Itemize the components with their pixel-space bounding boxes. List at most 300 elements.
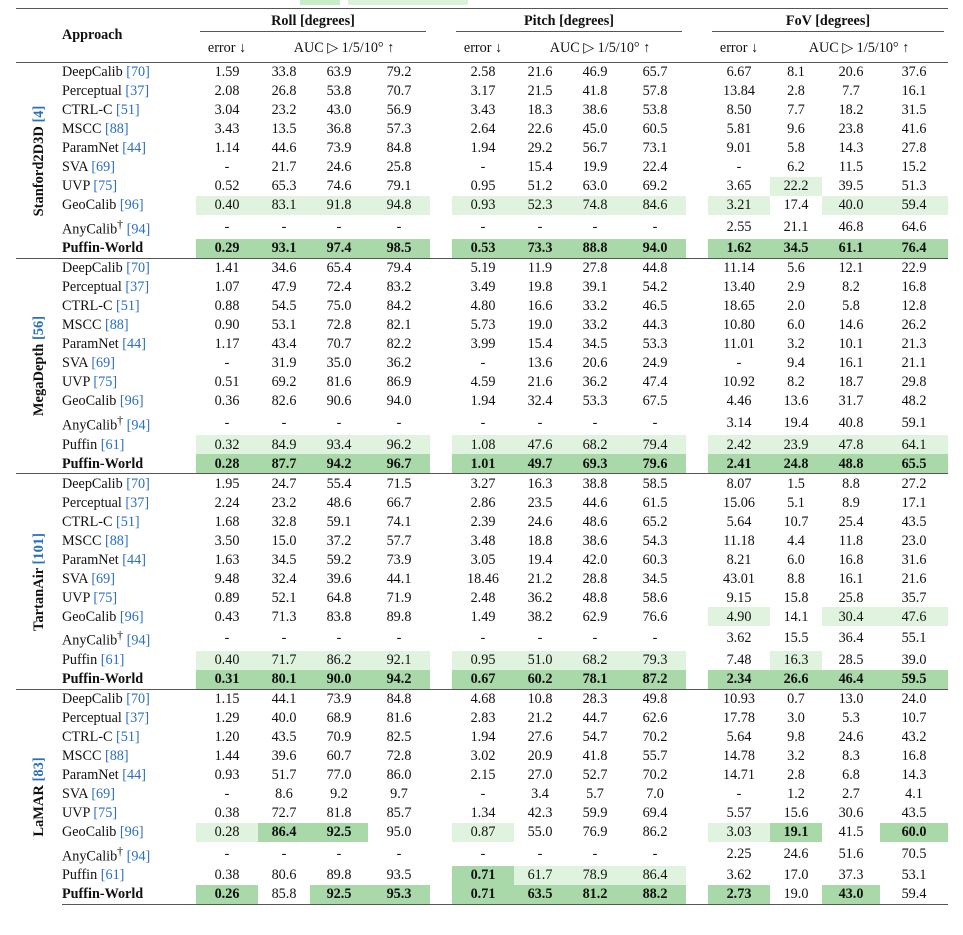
value-cell: 43.01 — [723, 570, 755, 587]
value-cell: 62.6 — [642, 709, 668, 726]
dagger-mark: † — [117, 217, 124, 231]
value-cell: 21.6 — [527, 374, 553, 391]
value-cell: 47.6 — [514, 435, 566, 454]
value-cell: - — [336, 630, 342, 647]
value-cell: 43.4 — [271, 336, 297, 353]
best-swatch — [300, 0, 340, 5]
value-cell: 31.5 — [901, 102, 927, 119]
value-cell: 93.1 — [258, 239, 310, 259]
method-citation[interactable]: [37] — [125, 709, 150, 726]
value-cell: 4.59 — [470, 374, 496, 391]
value-cell: 21.2 — [527, 570, 553, 587]
method-citation[interactable]: [51] — [116, 513, 140, 530]
method-citation[interactable]: [75] — [93, 589, 118, 606]
value-cell: 94.2 — [310, 454, 368, 474]
value-cell: 1.01 — [452, 454, 514, 474]
method-citation[interactable]: [88] — [104, 532, 129, 549]
value-cell: 51.3 — [901, 178, 927, 195]
value-cell: 4.4 — [787, 532, 805, 549]
value-cell: 86.0 — [386, 766, 412, 783]
value-cell: 73.9 — [386, 551, 412, 568]
value-cell: 76.4 — [880, 239, 948, 259]
value-cell: 61.5 — [642, 494, 668, 511]
method-name: MSCC [88] — [62, 747, 129, 764]
value-cell: 46.9 — [566, 63, 624, 83]
value-cell: 39.6 — [326, 570, 352, 587]
value-cell: 29.8 — [901, 374, 927, 391]
value-cell: 10.92 — [723, 374, 755, 391]
value-cell: 69.3 — [566, 454, 624, 474]
value-cell: 61.7 — [514, 866, 566, 885]
value-cell: 93.5 — [386, 867, 412, 884]
value-cell: 4.90 — [708, 607, 770, 626]
value-cell: 21.6 — [901, 570, 927, 587]
method-citation[interactable]: [94] — [126, 417, 151, 434]
value-cell: - — [224, 785, 230, 802]
method-citation[interactable]: [88] — [104, 317, 129, 334]
method-citation[interactable]: [69] — [91, 570, 115, 587]
method-citation[interactable]: [69] — [91, 159, 115, 176]
value-cell: 47.8 — [822, 435, 880, 454]
value-cell: 94.0 — [624, 239, 686, 259]
value-cell: 83.2 — [386, 279, 412, 296]
value-cell: 3.21 — [708, 196, 770, 215]
value-cell: 41.6 — [901, 121, 927, 138]
value-cell: 90.6 — [326, 393, 352, 410]
value-cell: 38.6 — [582, 102, 608, 119]
method-name: CTRL-C [51] — [62, 298, 140, 315]
value-cell: 11.18 — [723, 532, 755, 549]
value-cell: 88.2 — [624, 885, 686, 905]
value-cell: 16.8 — [901, 279, 927, 296]
value-cell: 72.4 — [326, 279, 352, 296]
value-cell: 22.2 — [770, 177, 822, 196]
value-cell: 36.8 — [326, 121, 352, 138]
value-cell: 47.4 — [642, 374, 668, 391]
value-cell: 60.7 — [326, 747, 352, 764]
value-cell: - — [336, 218, 342, 235]
value-cell: 23.9 — [770, 435, 822, 454]
value-cell: 34.5 — [642, 570, 668, 587]
value-cell: 10.93 — [708, 689, 770, 709]
method-name: UVP [75] — [62, 804, 118, 821]
value-cell: 2.15 — [470, 766, 496, 783]
value-cell: 36.2 — [527, 589, 553, 606]
value-cell: 5.6 — [770, 259, 822, 279]
method-name: MSCC [88] — [62, 532, 129, 549]
value-cell: 54.3 — [642, 532, 668, 549]
method-citation[interactable]: [96] — [119, 393, 144, 410]
value-cell: 44.7 — [582, 709, 608, 726]
value-cell: 0.38 — [214, 867, 240, 884]
method-citation[interactable]: [61] — [100, 867, 125, 884]
method-citation[interactable]: [37] — [125, 279, 150, 296]
value-cell: 72.8 — [326, 317, 352, 334]
table-row — [16, 158, 948, 177]
method-citation[interactable]: [44] — [122, 551, 146, 568]
value-cell: 21.1 — [783, 218, 809, 235]
value-cell: 43.5 — [901, 804, 927, 821]
table-row — [16, 454, 948, 474]
method-name: ParamNet [44] — [62, 140, 146, 157]
method-citation[interactable]: [61] — [100, 436, 125, 453]
value-cell: 6.8 — [842, 766, 860, 783]
value-cell: 65.5 — [880, 454, 948, 474]
value-cell: - — [537, 218, 543, 235]
value-cell: 4.46 — [726, 393, 752, 410]
value-cell: - — [224, 630, 230, 647]
value-cell: 86.4 — [624, 866, 686, 885]
value-cell: 98.5 — [368, 239, 430, 259]
value-cell: 75.0 — [326, 298, 352, 315]
roll-header: Roll [degrees] — [200, 12, 426, 32]
value-cell: 64.1 — [880, 435, 948, 454]
value-cell: 5.3 — [842, 709, 860, 726]
value-cell: 16.3 — [514, 474, 566, 494]
method-citation[interactable]: [44] — [122, 766, 146, 783]
value-cell: 23.5 — [527, 494, 553, 511]
value-cell: 52.3 — [514, 196, 566, 215]
value-cell: 21.2 — [527, 709, 553, 726]
method-citation[interactable]: [70] — [126, 690, 150, 707]
value-cell: 79.6 — [624, 454, 686, 474]
table-row — [16, 747, 948, 766]
value-cell: 44.3 — [642, 317, 668, 334]
value-cell: 69.4 — [642, 804, 668, 821]
value-cell: 15.0 — [271, 532, 297, 549]
roll-error-header: error ↓ — [207, 40, 247, 57]
value-cell: 1.44 — [214, 747, 240, 764]
method-name: Puffin [61] — [62, 867, 125, 884]
value-cell: 8.2 — [842, 279, 860, 296]
value-cell: 77.0 — [326, 766, 352, 783]
value-cell: 70.2 — [642, 728, 668, 745]
method-citation[interactable]: [75] — [93, 374, 118, 391]
value-cell: 8.2 — [787, 374, 805, 391]
results-table — [16, 8, 948, 905]
method-citation[interactable]: [94] — [126, 848, 151, 865]
method-citation[interactable]: [51] — [116, 728, 140, 745]
value-cell: 70.7 — [386, 83, 412, 100]
value-cell: - — [224, 355, 230, 372]
method-citation[interactable]: [69] — [91, 355, 115, 372]
value-cell: 58.6 — [642, 589, 668, 606]
dataset-label: TartanAir [101] — [30, 532, 47, 631]
method-citation[interactable]: [96] — [119, 823, 144, 840]
value-cell: 33.2 — [582, 298, 608, 315]
table-row — [16, 670, 948, 690]
method-citation[interactable]: [51] — [116, 102, 140, 119]
value-cell: 32.4 — [527, 393, 553, 410]
value-cell: 9.7 — [390, 785, 408, 802]
table-row — [16, 531, 948, 550]
table-row — [16, 435, 948, 454]
value-cell: 3.03 — [708, 823, 770, 842]
value-cell: 1.20 — [214, 728, 240, 745]
value-cell: - — [480, 218, 486, 235]
method-name: ParamNet [44] — [62, 766, 146, 783]
method-name: Puffin-World — [62, 670, 144, 687]
method-name: CTRL-C [51] — [62, 728, 140, 745]
value-cell: 86.2 — [642, 823, 668, 840]
table-row — [16, 474, 948, 494]
method-citation[interactable]: [51] — [116, 298, 140, 315]
value-cell: 3.14 — [726, 415, 752, 432]
value-cell: 16.1 — [901, 83, 927, 100]
value-cell: - — [592, 218, 598, 235]
value-cell: 39.0 — [901, 651, 927, 668]
value-cell: 23.2 — [271, 494, 297, 511]
method-citation[interactable]: [44] — [122, 336, 146, 353]
value-cell: 43.2 — [901, 728, 927, 745]
value-cell: 28.3 — [566, 689, 624, 709]
value-cell: - — [281, 218, 287, 235]
value-cell: 17.78 — [723, 709, 755, 726]
value-cell: 95.3 — [368, 885, 430, 905]
value-cell: 71.9 — [386, 589, 412, 606]
value-cell: 1.95 — [196, 474, 258, 494]
value-cell: 3.17 — [470, 83, 496, 100]
value-cell: 54.2 — [642, 279, 668, 296]
method-citation[interactable]: [44] — [122, 140, 146, 157]
method-citation[interactable]: [70] — [126, 260, 150, 277]
value-cell: 2.7 — [842, 785, 860, 802]
value-cell: 10.1 — [838, 336, 864, 353]
method-citation[interactable]: [88] — [104, 747, 129, 764]
value-cell: 24.6 — [326, 159, 352, 176]
value-cell: 84.8 — [368, 689, 430, 709]
table-row — [16, 766, 948, 785]
value-cell: 30.4 — [822, 607, 880, 626]
value-cell: 0.95 — [470, 178, 496, 195]
value-cell: 48.2 — [901, 393, 927, 410]
value-cell: 4.68 — [452, 689, 514, 709]
value-cell: 24.8 — [770, 454, 822, 474]
method-citation[interactable]: [96] — [119, 608, 144, 625]
value-cell: 34.5 — [770, 239, 822, 259]
value-cell: 51.7 — [271, 766, 297, 783]
method-citation[interactable]: [75] — [93, 804, 118, 821]
value-cell: 79.2 — [368, 63, 430, 83]
value-cell: - — [480, 845, 486, 862]
value-cell: 37.3 — [838, 867, 864, 884]
value-cell: - — [736, 785, 742, 802]
table-row — [16, 569, 948, 588]
value-cell: 43.5 — [271, 728, 297, 745]
fov-auc-header: AUC ▷ 1/5/10° ↑ — [808, 40, 910, 57]
method-citation[interactable]: [69] — [91, 785, 115, 802]
value-cell: 66.7 — [386, 494, 412, 511]
value-cell: 53.3 — [582, 393, 608, 410]
table-row — [16, 728, 948, 747]
value-cell: 65.3 — [271, 178, 297, 195]
method-citation[interactable]: [88] — [104, 121, 129, 138]
value-cell: 57.3 — [386, 121, 412, 138]
value-cell: 59.1 — [326, 513, 352, 530]
value-cell: - — [480, 630, 486, 647]
value-cell: 71.7 — [258, 651, 310, 670]
value-cell: 32.4 — [271, 570, 297, 587]
method-citation[interactable]: [75] — [93, 178, 118, 195]
value-cell: 0.52 — [214, 178, 240, 195]
value-cell: 8.07 — [708, 474, 770, 494]
value-cell: 37.2 — [326, 532, 352, 549]
value-cell: 19.0 — [527, 317, 553, 334]
value-cell: 7.0 — [646, 785, 664, 802]
value-cell: 31.7 — [838, 393, 864, 410]
value-cell: 21.7 — [271, 159, 297, 176]
value-cell: - — [652, 415, 658, 432]
method-name: Perceptual [37] — [62, 709, 150, 726]
value-cell: 74.1 — [386, 513, 412, 530]
value-cell: 0.29 — [196, 239, 258, 259]
value-cell: - — [396, 415, 402, 432]
value-cell: 96.7 — [368, 454, 430, 474]
value-cell: - — [480, 355, 486, 372]
value-cell: 0.93 — [214, 766, 240, 783]
table-row — [16, 177, 948, 196]
value-cell: 79.3 — [624, 651, 686, 670]
value-cell: 0.53 — [452, 239, 514, 259]
value-cell: 18.7 — [838, 374, 864, 391]
value-cell: 81.8 — [326, 804, 352, 821]
table-row — [16, 239, 948, 259]
method-name: SVA [69] — [62, 355, 115, 372]
value-cell: 78.1 — [566, 670, 624, 690]
method-citation[interactable]: [61] — [100, 651, 125, 668]
method-citation[interactable]: [94] — [126, 633, 151, 650]
pitch-auc-header: AUC ▷ 1/5/10° ↑ — [549, 40, 651, 57]
value-cell: 3.65 — [726, 178, 752, 195]
value-cell: 52.1 — [271, 589, 297, 606]
dataset-citation[interactable]: [4] — [30, 105, 47, 123]
value-cell: 3.50 — [214, 532, 240, 549]
value-cell: 33.8 — [258, 63, 310, 83]
value-cell: 16.1 — [838, 355, 864, 372]
value-cell: 8.6 — [275, 785, 293, 802]
method-citation[interactable]: [37] — [125, 494, 150, 511]
value-cell: 19.4 — [783, 415, 809, 432]
value-cell: 76.6 — [642, 608, 668, 625]
value-cell: 60.5 — [642, 121, 668, 138]
value-cell: 73.9 — [326, 140, 352, 157]
method-name: UVP [75] — [62, 178, 118, 195]
dagger-mark: † — [117, 628, 124, 643]
value-cell: - — [396, 630, 402, 647]
method-citation[interactable]: [37] — [125, 83, 150, 100]
value-cell: 69.2 — [642, 178, 668, 195]
value-cell: 16.1 — [838, 570, 864, 587]
value-cell: 82.2 — [386, 336, 412, 353]
fov-header: FoV [degrees] — [712, 12, 944, 32]
value-cell: 7.7 — [787, 102, 805, 119]
value-cell: 26.6 — [770, 670, 822, 690]
value-cell: 5.64 — [726, 513, 752, 530]
value-cell: 67.5 — [642, 393, 668, 410]
value-cell: 21.3 — [901, 336, 927, 353]
value-cell: 63.0 — [582, 178, 608, 195]
value-cell: 2.41 — [708, 454, 770, 474]
value-cell: 46.8 — [838, 218, 864, 235]
value-cell: 51.0 — [514, 651, 566, 670]
value-cell: 27.6 — [527, 728, 553, 745]
value-cell: 0.40 — [196, 196, 258, 215]
value-cell: 0.40 — [196, 651, 258, 670]
value-cell: 21.1 — [901, 355, 927, 372]
value-cell: 84.6 — [624, 196, 686, 215]
value-cell: 24.0 — [880, 689, 948, 709]
pitch-header: Pitch [degrees] — [456, 12, 682, 32]
method-name: AnyCalib† [94] — [62, 217, 151, 238]
value-cell: 14.6 — [838, 317, 864, 334]
value-cell: 54.7 — [582, 728, 608, 745]
value-cell: 1.2 — [787, 785, 805, 802]
dataset-citation[interactable]: [56] — [30, 316, 47, 341]
value-cell: 3.4 — [531, 785, 549, 802]
value-cell: 33.2 — [582, 317, 608, 334]
value-cell: 64.6 — [901, 218, 927, 235]
value-cell: 22.6 — [527, 121, 553, 138]
value-cell: - — [592, 845, 598, 862]
value-cell: 48.6 — [326, 494, 352, 511]
value-cell: 32.8 — [271, 513, 297, 530]
method-citation[interactable]: [96] — [119, 197, 144, 214]
value-cell: 44.6 — [582, 494, 608, 511]
value-cell: 53.8 — [326, 83, 352, 100]
dataset-citation[interactable]: [101] — [30, 532, 47, 565]
value-cell: 65.4 — [310, 259, 368, 279]
value-cell: 24.7 — [258, 474, 310, 494]
method-name: AnyCalib† [94] — [62, 628, 151, 650]
value-cell: 97.4 — [310, 239, 368, 259]
value-cell: - — [480, 415, 486, 432]
value-cell: 2.9 — [787, 279, 805, 296]
value-cell: 4.1 — [905, 785, 923, 802]
value-cell: 12.8 — [901, 298, 927, 315]
value-cell: 18.46 — [467, 570, 499, 587]
value-cell: 86.4 — [258, 823, 310, 842]
value-cell: 17.4 — [783, 197, 809, 214]
value-cell: 11.14 — [708, 259, 770, 279]
method-citation[interactable]: [70] — [126, 64, 150, 81]
dataset-citation[interactable]: [83] — [30, 757, 47, 782]
table-row — [16, 804, 948, 823]
value-cell: 9.4 — [787, 355, 805, 372]
method-name: SVA [69] — [62, 570, 115, 587]
legend-swatches — [0, 0, 963, 8]
value-cell: 17.1 — [901, 494, 927, 511]
method-citation[interactable]: [70] — [126, 475, 150, 492]
value-cell: 0.88 — [214, 298, 240, 315]
value-cell: 16.8 — [838, 551, 864, 568]
value-cell: 14.3 — [901, 766, 927, 783]
dagger-mark: † — [117, 413, 124, 428]
method-citation[interactable]: [94] — [126, 221, 151, 238]
value-cell: 62.9 — [582, 608, 608, 625]
value-cell: 26.2 — [901, 317, 927, 334]
value-cell: 70.9 — [326, 728, 352, 745]
value-cell: 80.1 — [258, 670, 310, 690]
value-cell: 68.9 — [326, 709, 352, 726]
value-cell: 23.0 — [901, 532, 927, 549]
value-cell: 6.0 — [787, 551, 805, 568]
value-cell: 15.06 — [723, 494, 755, 511]
value-cell: 59.4 — [880, 885, 948, 905]
value-cell: 1.15 — [196, 689, 258, 709]
method-name: DeepCalib [70] — [62, 259, 196, 279]
value-cell: 2.34 — [708, 670, 770, 690]
table-row — [16, 120, 948, 139]
